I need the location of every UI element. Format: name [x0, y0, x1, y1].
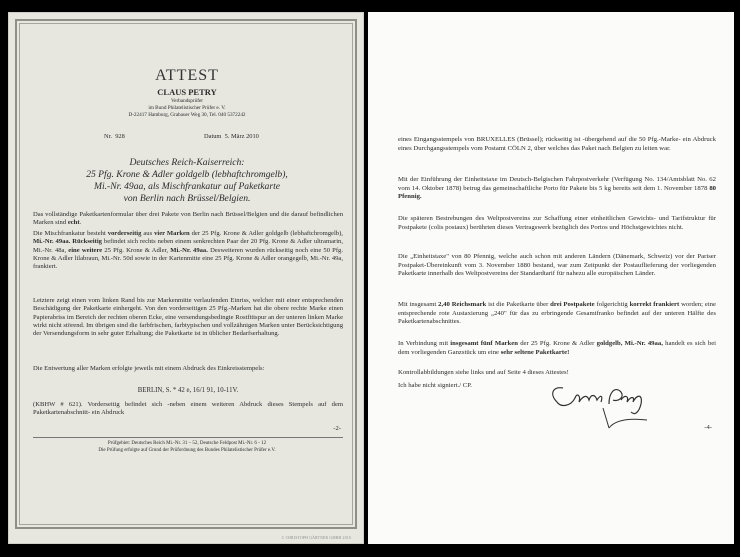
paragraph-receipt-stamp: eines Eingangsstempels von BRUXELLES (Brüssel); rückseitig ist -übergehend auf die 50 Pfg.-Marke- ein Abdruck eines Durchgangsstempels vom Postamt CÖLN 2, über welches das Paket nach Belgien zu leiten war. — [398, 136, 716, 152]
paragraph-control-images: Kontrollabbildungen siehe links und auf Seite 4 dieses Attestes! — [398, 369, 569, 376]
examiner-org2: im Bund Philatelistischer Prüfer e. V. — [148, 105, 226, 111]
postmark-line: BERLIN, S. * 42 e, 16/1 91, 10-11V. — [137, 387, 239, 394]
paragraph-standard-rate: Die „Einheitstaxe" von 80 Pfennig, welche auch schon mit anderen Ländern (Dänemark, Schweiz) vor der Pariser Postpaket-Übereinkunft vom 3. November 1880 bestand, war zum Zeitpunkt der Postauflieferung der vorliegenden Paketkarte innerhalb des Weltpostvereins der Standardtarif für nahezu alle europäischen Länder. — [398, 253, 716, 278]
certificate-heading: Deutsches Reich-Kaiserreich: 25 Pfg. Krone & Adler goldgelb (lebhaftchromgelb), Mi.-Nr. 49aa, als Mischfrankatur auf Paketkarte von Berlin nach Brüssel/Belgien. — [86, 157, 288, 204]
paragraph-rarity: In Verbindung mit insgesamt fünf Marken der 25 Pfg. Krone & Adler goldgelb, Mi.-Nr. 49aa, handelt es sich bei dem vorliegenden Ganzstück um eine sehr seltene Paketkarte! — [398, 340, 717, 356]
paragraph-franking: Die Mischfrankatur besteht vorderseitig aus vier Marken der 25 Pfg. Krone & Adler goldgelb (lebhaftchromgelb), Mi.-Nr. 49aa. Rückseitig befindet sich rechts neben einem senkrechten Paar der 20 Pfg. Krone & Adler ultramarin, Mi.-Nr. 48a, eine weitere 25 Pfg. Krone & Adler, Mi.-Nr. 49aa. Desweiteren wurden rückseitig noch eine 50 Pfg. Krone & Adler lilabraun, Mi.-Nr. 50d sowie in der Kartenmitte eine 25 Pfg. Krone & Adler orangegelb, Mi.-Nr. 49a, frankiert. — [33, 230, 343, 271]
paragraph-not-signed: Ich habe nicht signiert./ CP. — [398, 382, 472, 389]
paragraph-postmark-note: (KBHW # 621). Vorderseitig befindet sich -neben einem weiteren Abdruck dieses Stempels auf dem Paketkartenabschnitt- ein Abdruck — [33, 401, 343, 417]
paragraph-condition: Letztere zeigt einen vom linken Rand bis zur Markenmitte verlaufenden Einriss, welcher mit einer entsprechenden Beschädigung der Paketkarte einhergeht. Von den vorderseitigen 25 Pfg.-Marken hat die obere rechte Marke einen Papierabriss im Bereich der rechten oberen Ecke, eine versendungsbedingte Rostfittspur an der unteren linken Marke wirkt nicht störend. Im übrigen sind die farbfrischen, farbtypischen und vollzähnigen Marken unter Berücksichtigung der Versendungsform in sehr guter Erhaltung; die Paketkarte ist in üblicher Bedarfserhaltung. — [33, 297, 344, 338]
paragraph-total-postage: Mit insgesamt 2,40 Reichsmark ist die Paketkarte über drei Postpakete folgerichtig korrekt frankiert worden; eine entsprechende rote Austaxierung „240" für das zu erbringende Gesamtfranko befindet auf der unteren Hälfte des Paketkartenabschnittes. — [398, 301, 716, 326]
examiner-address: D-22417 Hamburg, Grabauer Weg 30, Tel. 040 5372242 — [128, 112, 246, 118]
paragraph-upu: Die späteren Bestrebungen des Weltpostvereins zur Schaffung einer einheitlichen Gewichts- und Tarifstruktur für Postpakete (colis postaux) berührten dieses Vertragswerk bezüglich des Portos und Höchstgewichtes nicht. — [398, 215, 716, 231]
certificate-number: Nr. 928 — [104, 133, 125, 140]
certificate-date: Datum 5. März 2010 — [204, 133, 259, 140]
footer-line2: Die Prüfung erfolgte auf Grund der Prüfordnung des Bundes Philatelistischer Prüfer e.V. — [98, 448, 276, 453]
examiner-org1: Verbandsprüfer — [171, 98, 203, 104]
attest-left-page — [8, 12, 364, 544]
paragraph-tariff: Mit der Einführung der Einheitstaxe im Deutsch-Belgischen Fahrpostverkehr (Verfügung No. 134/Amtsblatt No. 62 vom 14. Oktober 1878) betrug das gemeinschaftliche Porto für Pakete bis 5 kg bereits seit dem 1. November 1878 80 Pfennig. — [398, 176, 717, 201]
copyright-note: © CHRISTOPH GÄRTNER GMBH 2010 — [281, 536, 351, 540]
page-number: -4- — [704, 424, 712, 431]
attest-right-page — [368, 12, 734, 544]
footer-divider — [33, 437, 343, 438]
footer-line1: Prüfgebiet: Deutsches Reich Mi.-Nr. 31 – 52, Deutsche Feldpost Mi.-Nr. 6 - 12 — [107, 441, 267, 446]
handwritten-signature — [543, 372, 663, 432]
paragraph-authenticity: Das vollständige Paketkartenformular über drei Pakete von Berlin nach Brüssel/Belgien und die darauf befindlichen Marken sind echt. — [33, 211, 343, 227]
paragraph-cancellation: Die Entwertung aller Marken erfolgte jeweils mit einem Abdruck des Einkreisstempels: — [33, 365, 265, 372]
attest-title: ATTEST — [155, 67, 219, 84]
page-number: -2- — [333, 425, 341, 432]
examiner-name: CLAUS PETRY — [157, 87, 217, 97]
